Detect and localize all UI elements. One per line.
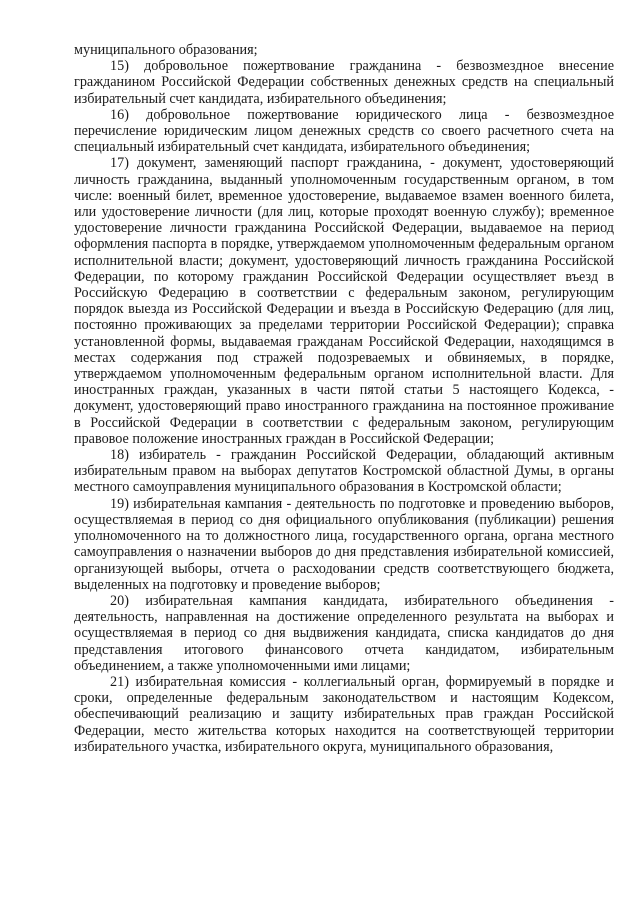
paragraph-item-15: 15) добровольное пожертвование гражданина - безвозмездное внесение гражданином Российской Федерации собственных денежных средств на специальный избирательный счет кандидата, избирательного объединения;: [74, 58, 614, 107]
paragraph-item-19: 19) избирательная кампания - деятельность по подготовке и проведению выборов, осуществляемая в период со дня официального опубликования (публикации) решения уполномоченного на то должностного лица, государственного органа, органа местного самоуправления о назначении выборов до дня представления избирательной комиссией, организующей выборы, отчета о расходовании средств соответствующего бюджета, выделенных на подготовку и проведение выборов;: [74, 495, 614, 593]
paragraph-item-16: 16) добровольное пожертвование юридического лица - безвозмездное перечисление юридическим лицом денежных средств со своего расчетного счета на специальный избирательный счет кандидата, избирательного объединения;: [74, 106, 614, 156]
document-page: [74, 42, 614, 755]
paragraph-item-17: 17) документ, заменяющий паспорт гражданина, - документ, удостоверяющий личность гражданина, выданный уполномоченным государственным органом, в том числе: военный билет, временное удостоверение, выдаваемое взамен военного билета, или удостоверение личности (для лиц, которые проходят военную службу); временное удостоверение личности гражданина Российской Федерации, выдаваемое на период оформления паспорта в порядке, утверждаемом уполномоченным федеральным органом исполнительной власти; документ, удостоверяющий личность гражданина Российской Федерации, по которому гражданин Российской Федерации осуществляет въезд в Российскую Федерацию в соответствии с федеральным законом, регулирующим порядок выезда из Российской Федерации и въезда в Российскую Федерацию (для лиц, постоянно проживающих за пределами территории Российской Федерации); справка установленной формы, выдаваемая гражданам Российской Федерации, находящимся в местах содержания под стражей подозреваемых и обвиняемых, в порядке, утверждаемом уполномоченным федеральным органом исполнительной власти. Для иностранных граждан, указанных в части пятой статьи 5 настоящего Кодекса, - документ, удостоверяющий право иностранного гражданина на постоянное проживание в Российской Федерации в соответствии с федеральным законом, регулирующим правовое положение иностранных граждан в Российской Федерации;: [74, 155, 614, 447]
paragraph-item-20: 20) избирательная кампания кандидата, избирательного объединения - деятельность, направленная на достижение определенного результата на выборах и осуществляемая в период со дня выдвижения кандидата, списка кандидатов до дня представления итогового финансового отчета кандидатом, избирательным объединением, а также уполномоченными ими лицами;: [74, 592, 614, 674]
paragraph-item-18: 18) избиратель - гражданин Российской Федерации, обладающий активным избирательным правом на выборах депутатов Костромской областной Думы, в органы местного самоуправления муниципального образования в Костромской области;: [74, 447, 614, 496]
paragraph-continuation: муниципального образования;: [74, 42, 258, 58]
paragraph-item-21: 21) избирательная комиссия - коллегиальный орган, формируемый в порядке и сроки, определенные федеральным законодательством и настоящим Кодексом, обеспечивающий реализацию и защиту избирательных прав граждан Российской Федерации, место жительства которых находится на соответствующей территории избирательного участка, избирательного округа, муниципального образования,: [74, 673, 614, 755]
